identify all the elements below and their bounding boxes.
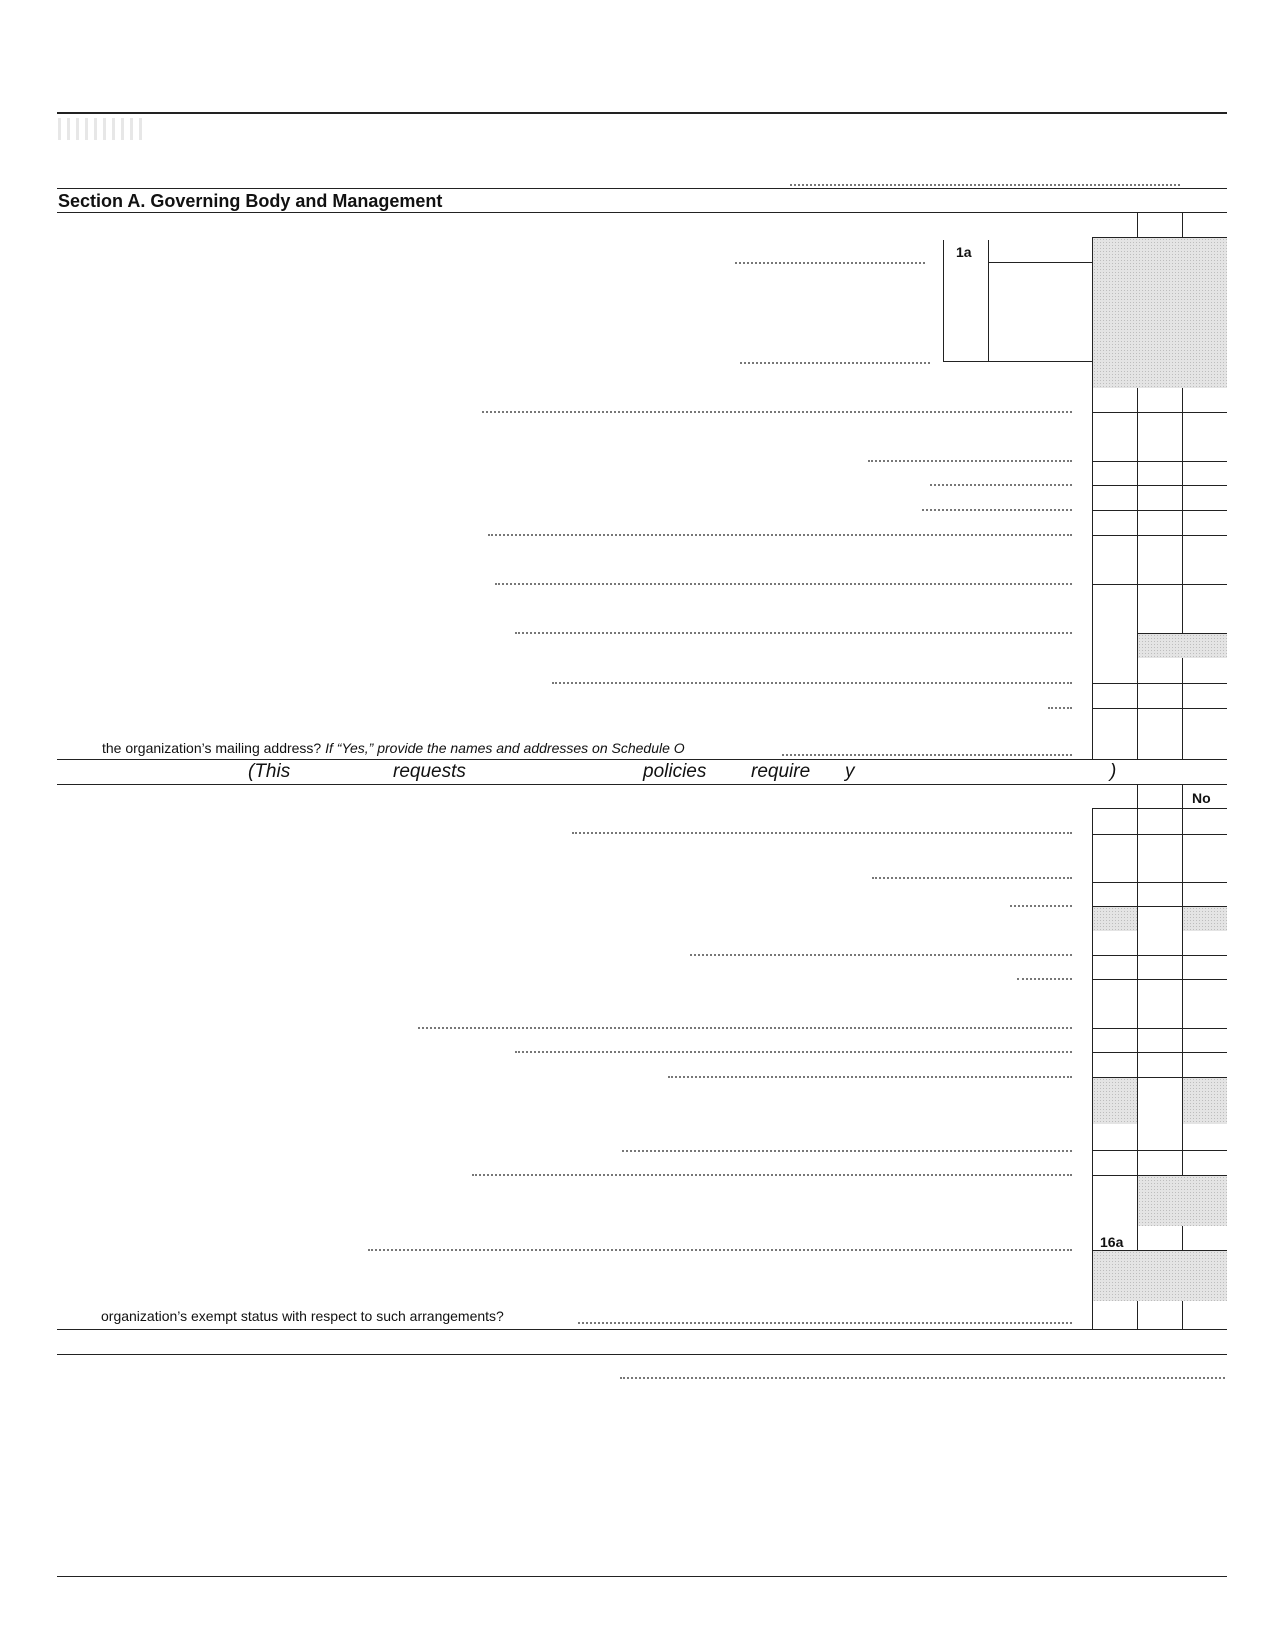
line-16b-leader	[578, 1322, 1072, 1324]
section-b-intro-word-6: )	[1110, 761, 1117, 782]
line-1a-box-mid	[988, 240, 989, 362]
line-12c-leader	[515, 1051, 1072, 1053]
line-15a-leader	[622, 1150, 1072, 1152]
grid-a-row-8	[1092, 683, 1227, 684]
line-13-leader	[668, 1076, 1072, 1078]
grid-b-row-7	[1092, 1052, 1227, 1053]
section-b-heading-rule	[57, 784, 1227, 785]
section-a-rule-top	[57, 188, 1227, 189]
line-5a-leader	[922, 509, 1072, 511]
line-8-leader	[1048, 707, 1072, 709]
section-a-rule-bottom	[57, 212, 1227, 213]
grid-b-row-2	[1092, 882, 1227, 883]
line-5b-leader	[488, 534, 1072, 536]
shaded-cells-line-16	[1138, 1176, 1227, 1226]
grid-a-top	[1092, 237, 1227, 238]
grid-a-row-6	[1092, 584, 1227, 585]
section-b-intro-word-4: require	[751, 761, 811, 782]
shaded-cells-line-7	[1138, 634, 1227, 658]
section-b-end-rule	[57, 1329, 1227, 1330]
grid-a-row-1	[1092, 412, 1227, 413]
line-7a-leader	[515, 632, 1072, 634]
shaded-cells-line-11a-no	[1183, 907, 1227, 931]
section-b-intro-word-2: requests	[393, 761, 466, 782]
grid-a-row-3	[1092, 485, 1227, 486]
line-1a-leader	[735, 262, 925, 264]
line-16b-text: organization’s exempt status with respect to such arrangements?	[101, 1308, 504, 1324]
grid-b-row-1	[1092, 834, 1227, 835]
grid-a-row-5	[1092, 535, 1227, 536]
faint-form-mark	[58, 118, 143, 140]
column-header-no: No	[1192, 790, 1211, 806]
line-1a-box-bottom	[943, 361, 1092, 362]
line-9-leader	[782, 754, 1072, 756]
line-2-leader	[482, 411, 1072, 413]
section-b-intro-word-1: (This	[248, 761, 291, 782]
section-c-leader	[620, 1377, 1225, 1379]
line-1b-leader	[740, 362, 930, 364]
section-c-rule	[57, 1354, 1227, 1355]
grid-b-row-9	[1092, 1150, 1227, 1151]
top-rule	[57, 112, 1227, 114]
shaded-cells-line-14	[1093, 1078, 1137, 1124]
line-3-leader	[868, 460, 1072, 462]
line-16a-leader	[368, 1249, 1072, 1251]
section-b-intro-word-5: y	[845, 761, 855, 782]
line-1a-label: 1a	[956, 244, 972, 260]
grid-b-col-mid	[1137, 784, 1138, 1330]
mailing-address-instruction: If “Yes,” provide the names and addresses on Schedule O	[325, 740, 685, 756]
line-7b-leader	[552, 682, 1072, 684]
grid-b-col-right	[1182, 784, 1183, 1330]
shaded-cells-line-14-no	[1183, 1078, 1227, 1124]
grid-a-row-9	[1092, 708, 1227, 709]
shaded-cells-line-11a	[1093, 907, 1137, 931]
line-16a-label: 16a	[1100, 1234, 1124, 1250]
section-a-title: Section A. Governing Body and Management	[58, 191, 443, 211]
section-b-intro-word-3: policies	[643, 761, 707, 782]
mailing-address-line	[102, 740, 685, 756]
grid-a-row-2	[1092, 461, 1227, 462]
line-10b-leader	[872, 877, 1072, 879]
line-4-leader	[930, 484, 1072, 486]
line-6-leader	[495, 583, 1072, 585]
shaded-cells-line-16b	[1093, 1251, 1227, 1301]
line-11a-leader	[1010, 905, 1072, 907]
grid-b-row-3	[1092, 906, 1227, 907]
header-dotted-leader	[790, 184, 1180, 186]
section-a-end-rule	[57, 759, 1227, 760]
grid-b-top	[1092, 808, 1227, 809]
grid-b-row-6	[1092, 1028, 1227, 1029]
grid-a-row-7	[1137, 633, 1227, 634]
line-12b-leader	[418, 1027, 1072, 1029]
line-11b-leader	[690, 954, 1072, 956]
mailing-address-text: the organization’s mailing address?	[102, 740, 326, 756]
bottom-rule	[57, 1576, 1227, 1577]
line-10a-leader	[572, 832, 1072, 834]
grid-a-row-4	[1092, 510, 1227, 511]
grid-b-row-4	[1092, 955, 1227, 956]
shaded-cells-line-1	[1093, 238, 1227, 388]
line-15b-leader	[472, 1174, 1072, 1176]
line-12a-leader	[1017, 978, 1072, 980]
grid-b-row-5	[1092, 979, 1227, 980]
line-1a-box-underline	[988, 262, 1092, 263]
line-1a-box-left	[943, 240, 944, 362]
